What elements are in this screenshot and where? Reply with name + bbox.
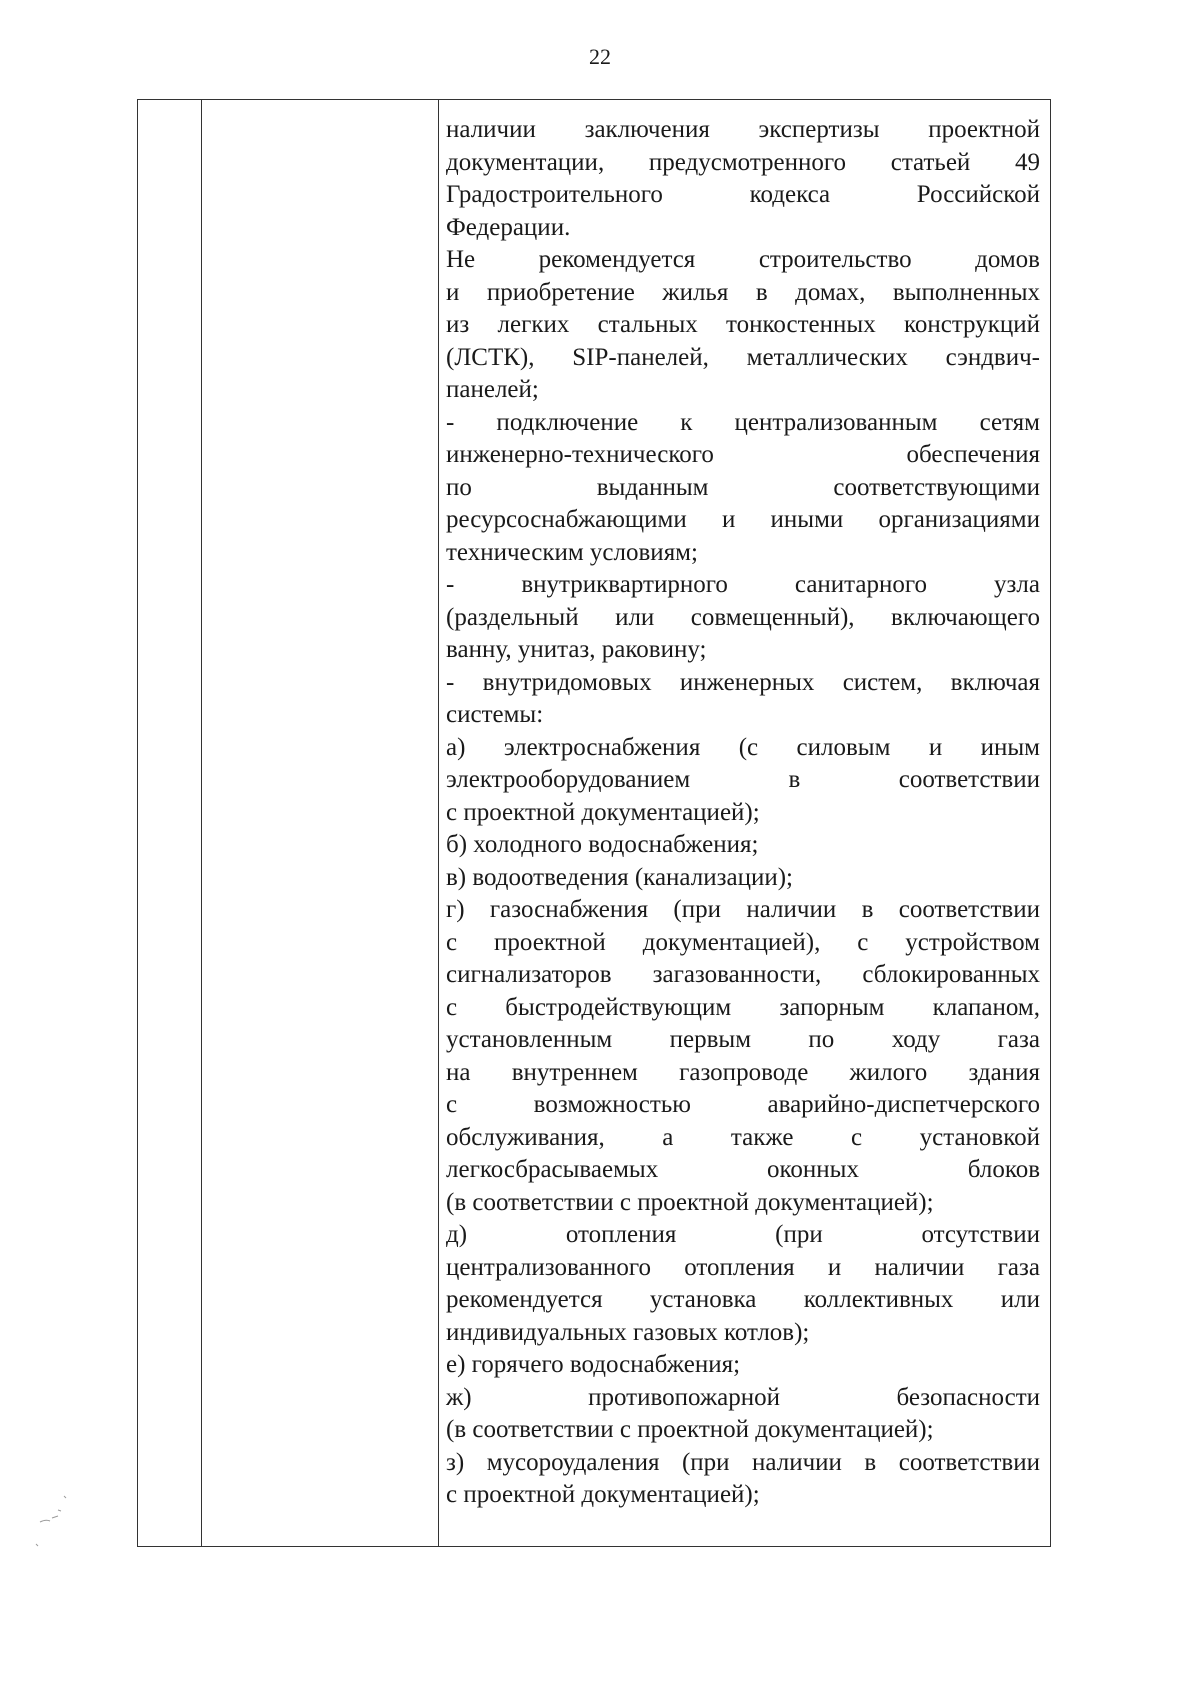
- text-line: обслуживания, а также с установкой: [446, 1123, 1040, 1151]
- text-line: ванну, унитаз, раковину;: [446, 636, 707, 663]
- text-line: по выданным соответствующими: [446, 473, 1040, 501]
- text-line: д) отопления (при отсутствии: [446, 1221, 1040, 1248]
- text-line: г) газоснабжения (при наличии в соответствии: [446, 896, 1040, 923]
- text-line: ж) противопожарной безопасности: [446, 1383, 1040, 1411]
- text-line: панелей;: [446, 376, 539, 403]
- text-line: на внутреннем газопроводе жилого здания: [446, 1058, 1040, 1086]
- text-line: - внутриквартирного санитарного узла: [446, 571, 1040, 598]
- text-line: из легких стальных тонкостенных конструкций: [446, 311, 1040, 338]
- text-line: с проектной документацией);: [446, 1481, 760, 1508]
- text-line: индивидуальных газовых котлов);: [446, 1318, 810, 1346]
- text-line: установленным первым по ходу газа: [446, 1026, 1040, 1053]
- text-line: - подключение к централизованным сетям: [446, 408, 1040, 436]
- text-line: е) горячего водоснабжения;: [446, 1351, 741, 1378]
- text-line: техническим условиям;: [446, 538, 698, 566]
- text-line: (раздельный или совмещенный), включающего: [446, 603, 1040, 631]
- text-line: легкосбрасываемых оконных блоков: [446, 1156, 1040, 1183]
- document-table: [137, 99, 1051, 1547]
- text-line: наличии заключения экспертизы проектной: [446, 116, 1040, 143]
- text-line: рекомендуется установка коллективных или: [446, 1286, 1040, 1313]
- text-line: а) электроснабжения (с силовым и иным: [446, 733, 1040, 761]
- text-line: с возможностью аварийно-диспетчерского: [446, 1091, 1040, 1118]
- text-line: (в соответствии с проектной документацией);: [446, 1416, 934, 1443]
- text-line: и приобретение жилья в домах, выполненных: [446, 278, 1040, 306]
- text-line: б) холодного водоснабжения;: [446, 831, 759, 858]
- page-number: 22: [589, 44, 611, 69]
- text-line: с проектной документацией), с устройством: [446, 928, 1040, 956]
- text-line: документации, предусмотренного статьей 49: [446, 148, 1040, 176]
- table-column-divider: [201, 100, 202, 1546]
- text-line: с проектной документацией);: [446, 798, 760, 826]
- text-line: инженерно-технического обеспечения: [446, 441, 1040, 468]
- scan-speck-mark: [34, 1492, 74, 1552]
- text-line: Федерации.: [446, 213, 571, 241]
- text-line: централизованного отопления и наличии газа: [446, 1253, 1040, 1281]
- text-line: системы:: [446, 701, 544, 728]
- table-column-divider: [438, 100, 439, 1546]
- text-line: - внутридомовых инженерных систем, включая: [446, 668, 1040, 696]
- text-line: в) водоотведения (канализации);: [446, 863, 793, 891]
- text-line: электрооборудованием в соответствии: [446, 766, 1040, 793]
- text-line: ресурсоснабжающими и иными организациями: [446, 506, 1040, 533]
- text-line: сигнализаторов загазованности, сблокированных: [446, 961, 1040, 988]
- text-line: (ЛСТК), SIP-панелей, металлических сэндвич-: [446, 343, 1040, 371]
- text-line: Не рекомендуется строительство домов: [446, 246, 1040, 273]
- text-line: с быстродействующим запорным клапаном,: [446, 993, 1040, 1021]
- text-line: з) мусороудаления (при наличии в соответствии: [446, 1448, 1040, 1476]
- text-line: Градостроительного кодекса Российской: [446, 181, 1040, 208]
- table-cell-text: [446, 114, 1040, 1512]
- text-line: (в соответствии с проектной документацией);: [446, 1188, 934, 1216]
